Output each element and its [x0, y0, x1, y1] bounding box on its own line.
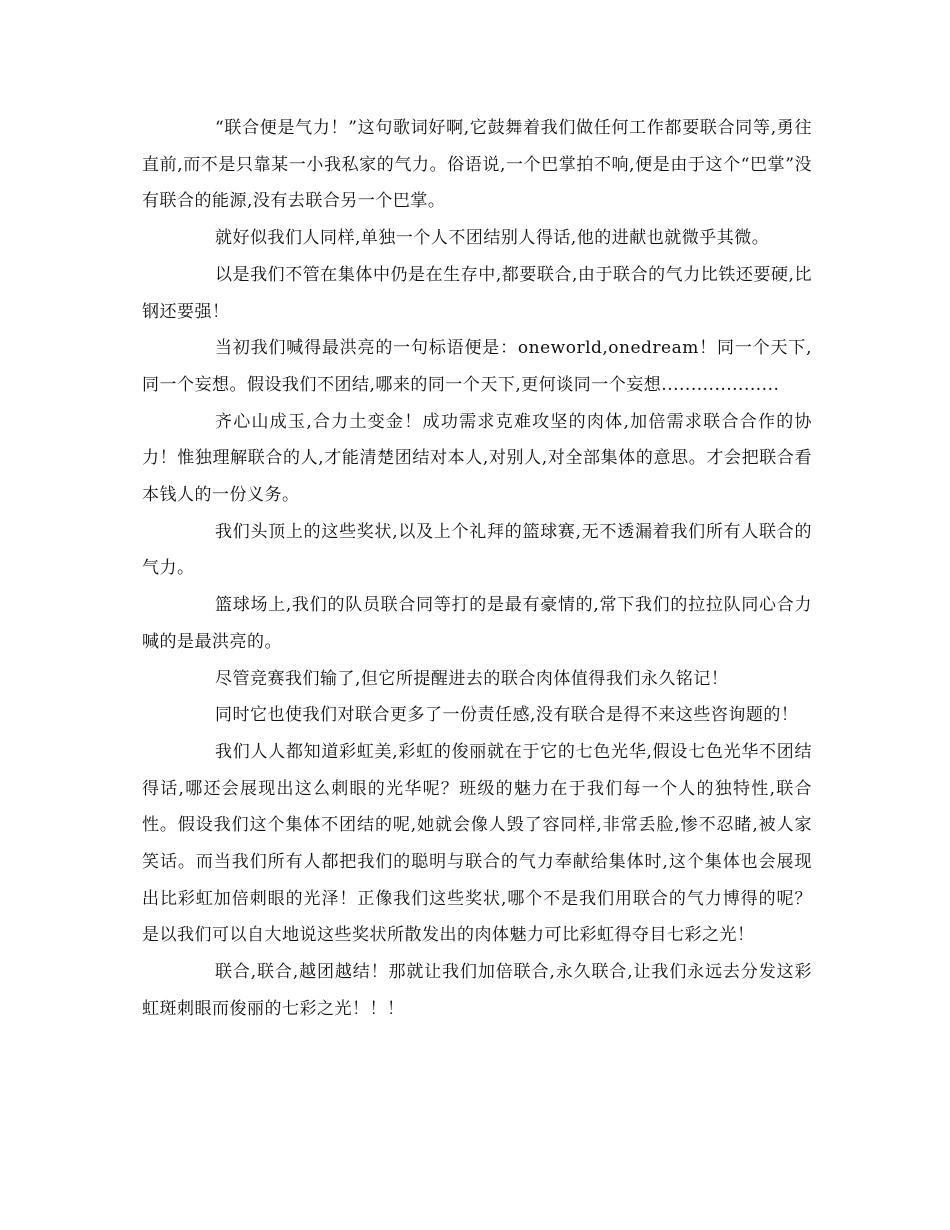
paragraph: 齐心山成玉,合力土变金！成功需求克难攻坚的肉体,加倍需求联合合作的协力！惟独理解联合的人,才能清楚团结对本人,对别人,对全部集体的意思。才会把联合看本钱人的一份义务。 — [142, 411, 812, 506]
document-body — [142, 110, 812, 1028]
paragraph: 我们人人都知道彩虹美,彩虹的俊丽就在于它的七色光华,假设七色光华不团结得话,哪还会展现出这么刺眼的光华呢？班级的魅力在于我们每一个人的独特性,联合性。假设我们这个集体不团结的呢,她就会像人毁了容同样,非常丢脸,惨不忍睹,被人家笑话。而当我们所有人都把我们的聪明与联合的气力奉献给集体时,这个集体也会展现出比彩虹加倍刺眼的光泽！正像我们这些奖状,哪个不是我们用联合的气力博得的呢？是以我们可以自大地说这些奖状所散发出的肉体魅力可比彩虹得夺目七彩之光！ — [142, 741, 812, 946]
paragraph: 当初我们喊得最洪亮的一句标语便是：oneworld,onedream！同一个天下,同一个妄想。假设我们不团结,哪来的同一个天下,更何谈同一个妄想.................... — [142, 338, 812, 395]
paragraph: 尽管竞赛我们输了,但它所提醒进去的联合肉体值得我们永久铭记！ — [215, 668, 729, 689]
paragraph: 以是我们不管在集体中仍是在生存中,都要联合,由于联合的气力比铁还要硬,比钢还要强！ — [142, 264, 812, 322]
paragraph: 篮球场上,我们的队员联合同等打的是最有豪情的,常下我们的拉拉队同心合力喊的是最洪亮的。 — [142, 595, 812, 652]
paragraph: 同时它也使我们对联合更多了一份责任感,没有联合是得不来这些咨询题的！ — [215, 705, 799, 726]
paragraph: 我们头顶上的这些奖状,以及上个礼拜的篮球赛,无不透漏着我们所有人联合的气力。 — [142, 521, 812, 579]
paragraph: 就好似我们人同样,单独一个人不团结别人得话,他的进献也就微乎其微。 — [215, 228, 770, 249]
paragraph: 联合,联合,越团越结！那就让我们加倍联合,永久联合,让我们永远去分发这彩虹斑刺眼而俊丽的七彩之光！！！ — [142, 962, 812, 1019]
paragraph: “联合便是气力！”这句歌词好啊,它鼓舞着我们做任何工作都要联合同等,勇往直前,而不是只靠某一小我私家的气力。俗语说,一个巴掌拍不响,便是由于这个“巴掌”没有联合的能源,没有去联合另一个巴掌。 — [142, 118, 812, 212]
